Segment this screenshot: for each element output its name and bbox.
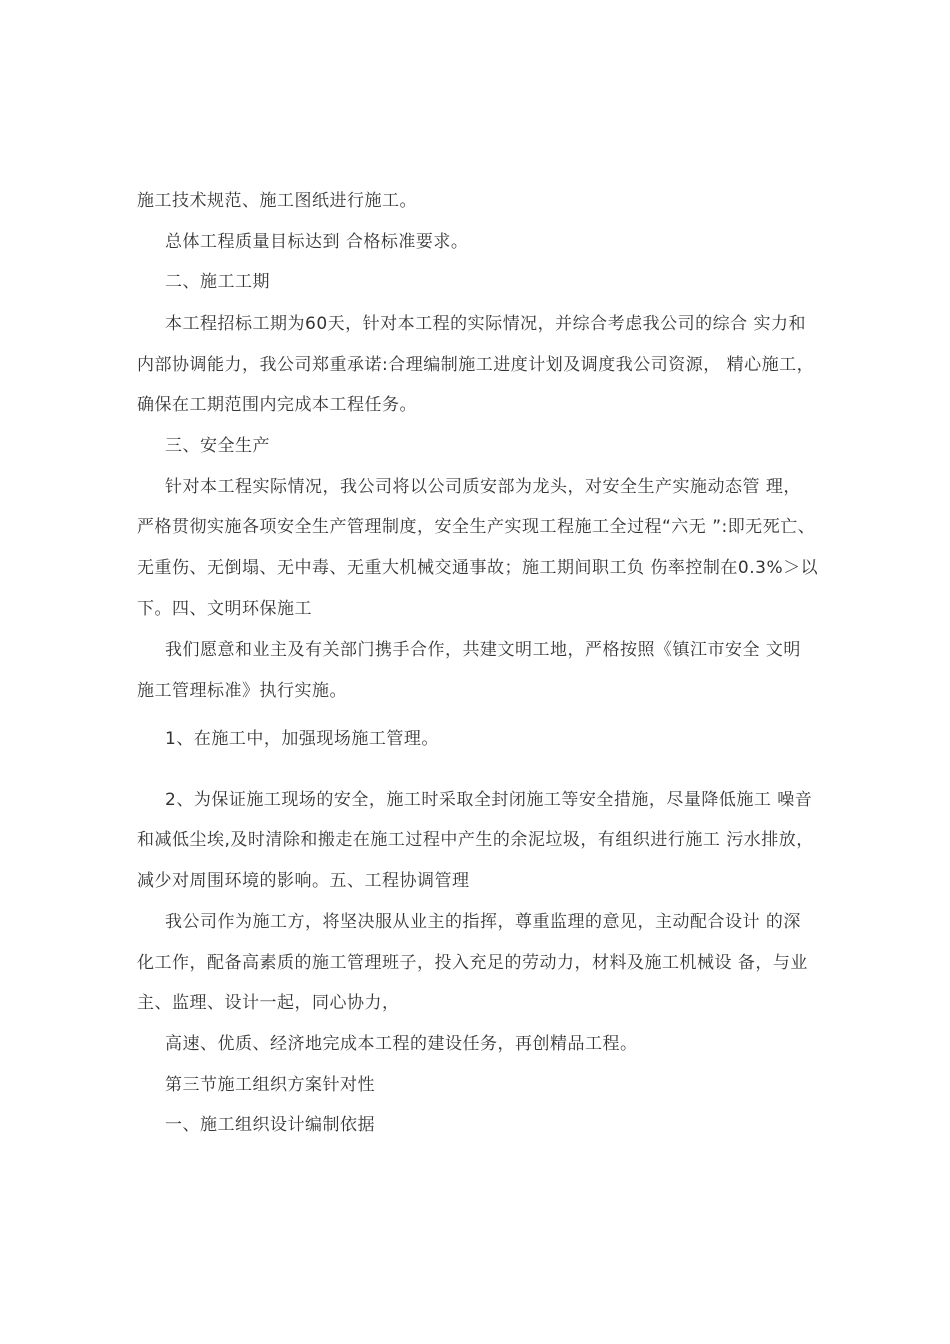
body-text-line: 我公司作为施工方，将坚决服从业主的指挥，尊重监理的意见，主动配合设计 的深: [165, 912, 801, 932]
section-heading: 二、施工工期: [165, 272, 270, 292]
body-text-line: 化工作，配备高素质的施工管理班子，投入充足的劳动力，材料及施工机械设 备，与业: [137, 953, 808, 973]
body-text-line: 无重伤、无倒塌、无中毒、无重大机械交通事故；施工期间职工负 伤率控制在0.3%＞以: [137, 558, 819, 578]
body-text-line: 我们愿意和业主及有关部门携手合作，共建文明工地，严格按照《镇江市安全 文明: [165, 640, 801, 660]
body-text-line: 总体工程质量目标达到 合格标准要求。: [165, 232, 469, 252]
section-heading: 一、施工组织设计编制依据: [165, 1115, 375, 1135]
body-text-line: 确保在工期范围内完成本工程任务。: [137, 395, 417, 415]
body-text-line: 高速、优质、经济地完成本工程的建设任务，再创精品工程。: [165, 1034, 638, 1054]
body-text-line: 施工技术规范、施工图纸进行施工。: [137, 191, 417, 211]
section-heading: 第三节施工组织方案针对性: [165, 1075, 375, 1095]
body-text-line: 和减低尘埃,及时清除和搬走在施工过程中产生的余泥垃圾，有组织进行施工 污水排放，: [137, 830, 814, 850]
body-text-line: 针对本工程实际情况，我公司将以公司质安部为龙头，对安全生产实施动态管 理，: [165, 477, 801, 497]
body-text-line: 减少对周围环境的影响。五、工程协调管理: [137, 871, 470, 891]
body-text-line: 内部协调能力，我公司郑重承诺:合理编制施工进度计划及调度我公司资源， 精心施工，: [137, 355, 815, 375]
list-item: 2、为保证施工现场的安全，施工时采取全封闭施工等安全措施，尽量降低施工 噪音: [165, 790, 813, 810]
body-text-line: 下。四、文明环保施工: [137, 599, 312, 619]
list-item: 1、在施工中，加强现场施工管理。: [165, 729, 439, 749]
section-heading: 三、安全生产: [165, 436, 270, 456]
body-text-line: 严格贯彻实施各项安全生产管理制度，安全生产实现工程施工全过程“六无 ”:即无死亡、: [137, 517, 816, 537]
body-text-line: 本工程招标工期为60天，针对本工程的实际情况，并综合考虑我公司的综合 实力和: [165, 314, 807, 334]
body-text-line: 主、监理、设计一起，同心协力，: [137, 993, 400, 1013]
body-text-line: 施工管理标准》执行实施。: [137, 681, 347, 701]
